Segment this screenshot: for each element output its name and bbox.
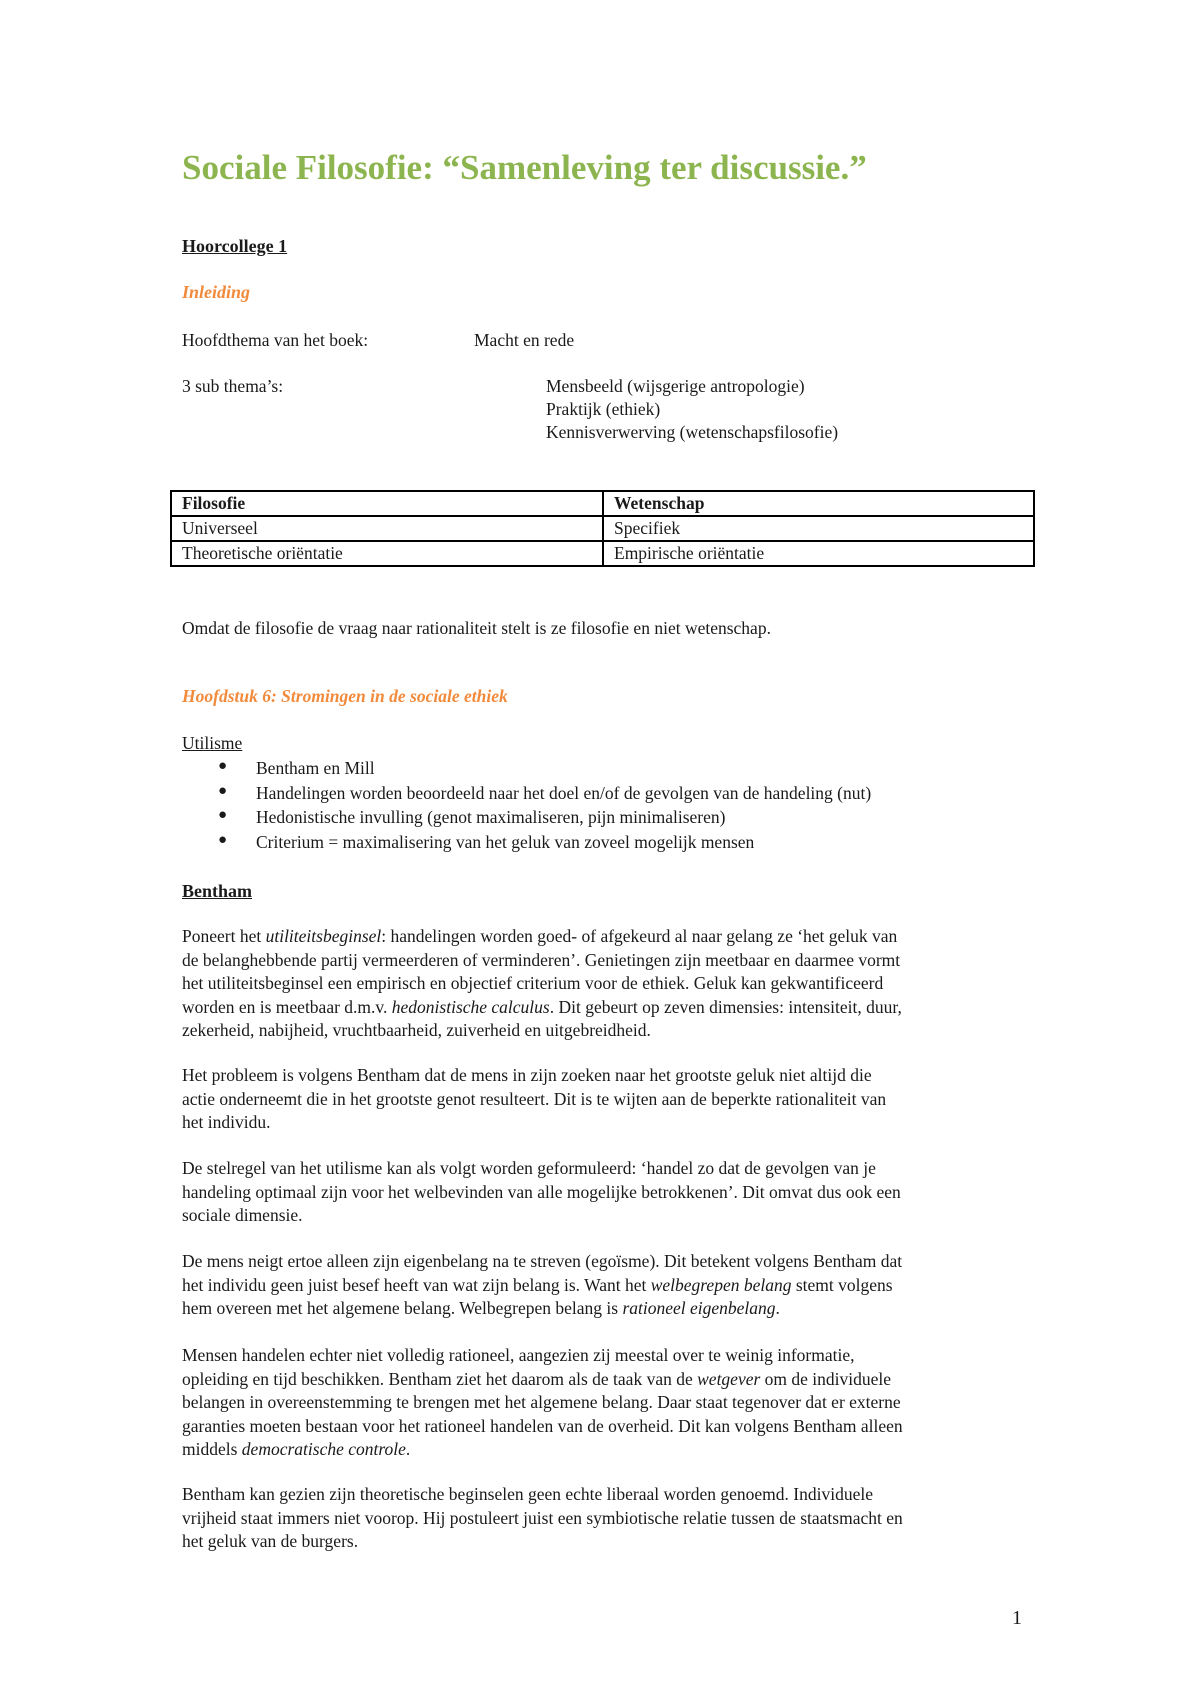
- list-item: [218, 758, 871, 783]
- paragraph: [182, 1483, 1022, 1554]
- paragraph: [182, 1344, 1022, 1462]
- paragraph-line: Het probleem is volgens Bentham dat de mens in zijn zoeken naar het grootste geluk niet altijd die: [182, 1065, 872, 1085]
- table-header-cell: Wetenschap: [603, 491, 1034, 516]
- main-theme-value: Macht en rede: [474, 330, 575, 350]
- conclusion-text: Omdat de filosofie de vraag naar rationaliteit stelt is ze filosofie en niet wetenschap.: [182, 618, 771, 638]
- text-run: Poneert het: [182, 926, 266, 946]
- table-cell: Universeel: [171, 516, 603, 541]
- text-run: middels: [182, 1439, 242, 1459]
- text-run: stemt volgens: [791, 1274, 893, 1295]
- text-run: worden en is meetbaar d.m.v.: [182, 996, 392, 1017]
- paragraph-line: [182, 996, 1022, 1020]
- paragraph-line: sociale dimensie.: [182, 1205, 303, 1225]
- table-header-row: [171, 491, 1034, 516]
- intro-heading: Inleiding: [182, 282, 251, 302]
- paragraph-line: [182, 1368, 1022, 1392]
- paragraph-line: Bentham kan gezien zijn theoretische beginselen geen echte liberaal worden genoemd. Individuele: [182, 1484, 873, 1504]
- paragraph-line: De stelregel van het utilisme kan als volgt worden geformuleerd: ‘handel zo dat de gevolgen van je: [182, 1158, 876, 1178]
- list-item-text: Hedonistische invulling (genot maximaliseren, pijn minimaliseren): [256, 807, 726, 827]
- list-item-text: Criterium = maximalisering van het geluk van zoveel mogelijk mensen: [256, 831, 755, 852]
- paragraph-line: het geluk van de burgers.: [182, 1531, 359, 1551]
- bullet-icon: ●: [218, 831, 228, 848]
- list-item-text: Handelingen worden beoordeeld naar het doel en/of de gevolgen van de handeling (nut): [256, 782, 872, 803]
- sub-theme-item: Kennisverwerving (wetenschapsfilosofie): [546, 422, 839, 442]
- paragraph-line: [182, 1297, 1022, 1321]
- emphasis-text: utiliteitsbeginsel: [265, 926, 382, 946]
- paragraph-line: het individu.: [182, 1112, 271, 1132]
- text-run: : handelingen worden goed- of afgekeurd al naar gelang ze ‘het geluk van: [381, 926, 898, 946]
- text-run: om de individuele: [760, 1368, 892, 1389]
- table-row: [171, 516, 1034, 541]
- comparison-table: [170, 490, 1035, 567]
- bullet-icon: ●: [218, 807, 228, 823]
- text-run: opleiding en tijd beschikken. Bentham ziet het daarom als de taak van de: [182, 1368, 698, 1389]
- utilisme-heading: Utilisme: [182, 733, 243, 753]
- list-item: [218, 783, 871, 808]
- paragraph-line: het utiliteitsbeginsel een empirisch en objectief criterium voor de ethiek. Geluk kan gekwantificeerd: [182, 973, 884, 993]
- emphasis-text: wetgever: [697, 1368, 761, 1389]
- sub-theme-item: Mensbeeld (wijsgerige antropologie): [546, 376, 805, 396]
- page-number: 1: [1012, 1607, 1022, 1629]
- paragraph-line: vrijheid staat immers niet voorop. Hij postuleert juist een symbiotische relatie tussen de staatsmacht en: [182, 1507, 903, 1528]
- paragraph: [182, 925, 1022, 1043]
- list-item: [218, 832, 871, 857]
- paragraph-line: [182, 1274, 1022, 1298]
- main-theme-label: Hoofdthema van het boek:: [182, 330, 369, 350]
- table-cell: Theoretische oriëntatie: [171, 541, 603, 566]
- sub-theme-item: Praktijk (ethiek): [546, 399, 661, 419]
- emphasis-text: democratische controle: [241, 1439, 406, 1459]
- paragraph-line: Mensen handelen echter niet volledig rationeel, aangezien zij meestal over te weinig informatie,: [182, 1345, 855, 1365]
- list-item: [218, 807, 871, 832]
- table-cell: Specifiek: [603, 516, 1034, 541]
- paragraph-line: zekerheid, nabijheid, vruchtbaarheid, zuiverheid en uitgebreidheid.: [182, 1020, 651, 1040]
- table-row: [171, 541, 1034, 566]
- paragraph-line: belangen in overeenstemming te brengen met het algemene belang. Daar staat tegenover dat er externe: [182, 1392, 901, 1412]
- emphasis-text: rationeel eigenbelang: [622, 1298, 776, 1318]
- paragraph-line: de belanghebbende partij vermeerderen of verminderen’. Genietingen zijn meetbaar en daarmee vormt: [182, 949, 901, 970]
- list-item-text: Bentham en Mill: [256, 758, 375, 778]
- bentham-heading: Bentham: [182, 881, 253, 901]
- emphasis-text: welbegrepen belang: [650, 1274, 792, 1295]
- table-header-cell: Filosofie: [171, 491, 603, 516]
- emphasis-text: hedonistische calculus: [391, 996, 550, 1017]
- document-title: Sociale Filosofie: “Samenleving ter discussie.”: [182, 148, 867, 187]
- text-run: .: [775, 1298, 780, 1318]
- text-run: .: [405, 1439, 411, 1459]
- paragraph-line: actie onderneemt die in het grootste genot resulteert. Dit is te wijten aan de beperkte rationaliteit van: [182, 1088, 887, 1109]
- paragraph: [182, 1064, 1022, 1135]
- paragraph: [182, 1157, 1022, 1228]
- utilisme-bullet-list: [218, 758, 871, 856]
- paragraph: [182, 1250, 1022, 1321]
- paragraph-line: De mens neigt ertoe alleen zijn eigenbelang na te streven (egoïsme). Dit betekent volgens Bentham dat: [182, 1251, 903, 1271]
- bullet-icon: ●: [218, 758, 228, 774]
- paragraph-line: [182, 1438, 1022, 1462]
- text-run: hem overeen met het algemene belang. Welbegrepen belang is: [182, 1298, 623, 1318]
- paragraph-line: [182, 925, 1022, 949]
- text-run: het individu geen juist besef heeft van wat zijn belang is. Want het: [182, 1274, 651, 1295]
- sub-themes-label: 3 sub thema’s:: [182, 376, 284, 396]
- lecture-heading: Hoorcollege 1: [182, 236, 288, 256]
- paragraph-line: garanties moeten bestaan voor het rationeel handelen van de overheid. Dit kan volgens Bentham alleen: [182, 1415, 903, 1436]
- bullet-icon: ●: [218, 782, 228, 799]
- text-run: . Dit gebeurt op zeven dimensies: intensiteit, duur,: [549, 996, 902, 1017]
- chapter-heading: Hoofdstuk 6: Stromingen in de sociale ethiek: [182, 686, 508, 706]
- table-cell: Empirische oriëntatie: [603, 541, 1034, 566]
- paragraph-line: handeling optimaal zijn voor het welbevinden van alle mogelijke betrokkenen’. Dit omvat dus ook een: [182, 1181, 901, 1202]
